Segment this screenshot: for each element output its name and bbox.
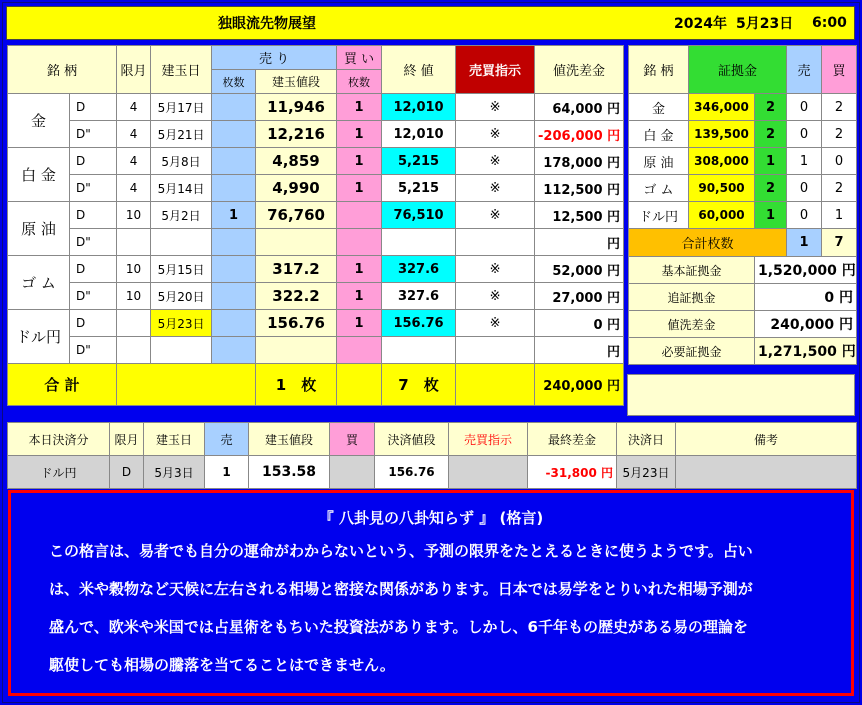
contract-type: D" — [70, 121, 117, 148]
contract-type: D — [70, 256, 117, 283]
entry-date — [151, 229, 212, 256]
margin-sell: 0 — [787, 121, 822, 148]
trade-instruction: ※ — [456, 94, 535, 121]
buy-count: 1 — [337, 121, 382, 148]
buy-count: 1 — [337, 148, 382, 175]
margin-amount: 346,000 — [689, 94, 755, 121]
col-header-buy-count: 枚数 — [337, 70, 382, 94]
margin-total-sell: 1 — [787, 229, 822, 257]
entry-price: 156.76 — [256, 310, 337, 337]
instrument-name: ゴ ム — [8, 256, 70, 310]
contract-month: 4 — [117, 148, 151, 175]
entry-price: 317.2 — [256, 256, 337, 283]
total-spacer3 — [456, 364, 535, 406]
contract-type: D — [70, 94, 117, 121]
buy-count: 1 — [337, 283, 382, 310]
proverb-title: 『 八卦見の八卦知らず 』 (格言) — [318, 509, 544, 527]
valuation-diff: 178,000 円 — [535, 148, 624, 175]
entry-date: 5月14日 — [151, 175, 212, 202]
margin-table — [628, 45, 857, 365]
valuation-diff: 円 — [535, 229, 624, 256]
contract-type: D" — [70, 283, 117, 310]
instrument-name: 金 — [8, 94, 70, 148]
time-label: 6:00 — [812, 15, 847, 31]
margin-header-kai: 買 — [822, 46, 857, 94]
margin-buy: 2 — [822, 175, 857, 202]
title-bar — [6, 6, 855, 40]
settled-cell-i: -31,800 円 — [528, 456, 617, 489]
margin-header-shokokin: 証拠金 — [689, 46, 787, 94]
trade-instruction: ※ — [456, 148, 535, 175]
entry-price: 11,946 — [256, 94, 337, 121]
contract-type: D — [70, 202, 117, 229]
margin-lots: 2 — [755, 94, 787, 121]
contract-month: 10 — [117, 283, 151, 310]
settled-cell-e: 153.58 — [249, 456, 330, 489]
margin-buy: 1 — [822, 202, 857, 229]
total-spacer — [117, 364, 256, 406]
settled-header-i: 最終差金 — [528, 423, 617, 456]
col-header-gengetsu: 限月 — [117, 46, 151, 94]
settled-header-f: 買 — [330, 423, 375, 456]
buy-count: 1 — [337, 175, 382, 202]
valuation-diff: 27,000 円 — [535, 283, 624, 310]
col-header-uri: 売 り — [212, 46, 337, 70]
close-price: 76,510 — [382, 202, 456, 229]
buy-count: 1 — [337, 310, 382, 337]
col-header-meigara: 銘 柄 — [8, 46, 117, 94]
margin-buy: 2 — [822, 94, 857, 121]
col-header-price: 建玉値段 — [256, 70, 337, 94]
settled-cell-f — [330, 456, 375, 489]
buy-count — [337, 337, 382, 364]
margin-total-buy: 7 — [822, 229, 857, 257]
date-label: 5月23日 — [736, 16, 794, 32]
sell-count — [212, 229, 256, 256]
page-title: 独眼流先物展望 — [218, 16, 316, 32]
buy-count — [337, 229, 382, 256]
summary-label: 基本証拠金 — [629, 257, 755, 284]
trade-instruction: ※ — [456, 121, 535, 148]
entry-date: 5月8日 — [151, 148, 212, 175]
sell-count — [212, 337, 256, 364]
summary-value: 1,271,500 円 — [755, 338, 857, 365]
trade-instruction — [456, 337, 535, 364]
valuation-diff: -206,000 円 — [535, 121, 624, 148]
sell-count: 1 — [212, 202, 256, 229]
valuation-diff: 52,000 円 — [535, 256, 624, 283]
total-sell-count: 1 枚 — [256, 364, 337, 406]
settled-header-j: 決済日 — [617, 423, 676, 456]
entry-date — [151, 337, 212, 364]
close-price — [382, 337, 456, 364]
margin-blank-area — [627, 374, 855, 416]
instrument-name: 白 金 — [8, 148, 70, 202]
settled-header-g: 決済値段 — [375, 423, 449, 456]
contract-month: 4 — [117, 121, 151, 148]
contract-month: 10 — [117, 202, 151, 229]
buy-count: 1 — [337, 94, 382, 121]
margin-name: 白 金 — [629, 121, 689, 148]
margin-total-label: 合計枚数 — [629, 229, 787, 257]
entry-date: 5月20日 — [151, 283, 212, 310]
close-price: 12,010 — [382, 94, 456, 121]
close-price: 12,010 — [382, 121, 456, 148]
margin-name: 金 — [629, 94, 689, 121]
sell-count — [212, 310, 256, 337]
valuation-diff: 0 円 — [535, 310, 624, 337]
close-price: 5,215 — [382, 148, 456, 175]
settled-cell-c: 5月3日 — [144, 456, 205, 489]
settled-cell-d: 1 — [205, 456, 249, 489]
trade-instruction: ※ — [456, 202, 535, 229]
margin-lots: 2 — [755, 121, 787, 148]
entry-date: 5月21日 — [151, 121, 212, 148]
sell-count — [212, 148, 256, 175]
contract-type: D — [70, 310, 117, 337]
settled-header-h: 売買指示 — [449, 423, 528, 456]
entry-date: 5月23日 — [151, 310, 212, 337]
contract-type: D" — [70, 337, 117, 364]
instrument-name: 原 油 — [8, 202, 70, 256]
contract-month — [117, 229, 151, 256]
summary-value: 0 円 — [755, 284, 857, 311]
margin-sell: 0 — [787, 175, 822, 202]
entry-price: 4,990 — [256, 175, 337, 202]
entry-date: 5月2日 — [151, 202, 212, 229]
settled-header-e: 建玉値段 — [249, 423, 330, 456]
settled-header-c: 建玉日 — [144, 423, 205, 456]
contract-month: 4 — [117, 175, 151, 202]
buy-count — [337, 202, 382, 229]
proverb-line: 駆使しても相場の騰落を当てることはできません。 — [49, 656, 395, 674]
summary-value: 1,520,000 円 — [755, 257, 857, 284]
close-price: 156.76 — [382, 310, 456, 337]
contract-type: D — [70, 148, 117, 175]
settled-cell-k — [676, 456, 857, 489]
close-price: 5,215 — [382, 175, 456, 202]
margin-amount: 139,500 — [689, 121, 755, 148]
year-label: 2024年 — [674, 16, 727, 32]
margin-sell: 0 — [787, 202, 822, 229]
settled-header-k: 備考 — [676, 423, 857, 456]
entry-price — [256, 229, 337, 256]
settled-header-d: 売 — [205, 423, 249, 456]
proverb-body — [11, 528, 851, 684]
margin-name: 原 油 — [629, 148, 689, 175]
col-header-sell-count: 枚数 — [212, 70, 256, 94]
contract-month: 4 — [117, 94, 151, 121]
settled-cell-h — [449, 456, 528, 489]
valuation-diff: 12,500 円 — [535, 202, 624, 229]
col-header-tategyokubi: 建玉日 — [151, 46, 212, 94]
valuation-diff: 112,500 円 — [535, 175, 624, 202]
entry-price: 4,859 — [256, 148, 337, 175]
margin-buy: 0 — [822, 148, 857, 175]
summary-label: 追証拠金 — [629, 284, 755, 311]
proverb-line: この格言は、易者でも自分の運命がわからないという、予測の限界をたとえるときに使うようです。占い — [49, 542, 753, 560]
settled-cell-g: 156.76 — [375, 456, 449, 489]
instrument-name: ドル円 — [8, 310, 70, 364]
margin-lots: 1 — [755, 202, 787, 229]
margin-header-uri: 売 — [787, 46, 822, 94]
settled-cell-a: ドル円 — [8, 456, 110, 489]
sell-count — [212, 256, 256, 283]
settled-cell-b: D — [110, 456, 144, 489]
trade-instruction: ※ — [456, 256, 535, 283]
buy-count: 1 — [337, 256, 382, 283]
proverb-line: は、米や穀物など天候に左右される相場と密接な関係があります。日本では易学をとりいれた相場予測が — [49, 580, 753, 598]
margin-buy: 2 — [822, 121, 857, 148]
col-header-kai: 買 い — [337, 46, 382, 70]
entry-price — [256, 337, 337, 364]
positions-table — [7, 45, 624, 406]
margin-sell: 0 — [787, 94, 822, 121]
sell-count — [212, 175, 256, 202]
col-header-owarine: 終 値 — [382, 46, 456, 94]
settled-cell-j: 5月23日 — [617, 456, 676, 489]
margin-name: ドル円 — [629, 202, 689, 229]
trade-instruction — [456, 229, 535, 256]
sell-count — [212, 283, 256, 310]
summary-label: 値洗差金 — [629, 311, 755, 338]
settled-table — [7, 422, 857, 489]
total-diff: 240,000 円 — [535, 364, 624, 406]
margin-amount: 90,500 — [689, 175, 755, 202]
proverb-line: 盛んで、欧米や米国では占星術をもちいた投資法があります。しかし、6千年もの歴史がある易の理論を — [49, 618, 748, 636]
valuation-diff: 円 — [535, 337, 624, 364]
entry-price: 12,216 — [256, 121, 337, 148]
margin-header-meigara: 銘 柄 — [629, 46, 689, 94]
col-header-baibai-shiji: 売買指示 — [456, 46, 535, 94]
close-price: 327.6 — [382, 283, 456, 310]
trade-instruction: ※ — [456, 175, 535, 202]
contract-month — [117, 337, 151, 364]
contract-month — [117, 310, 151, 337]
sell-count — [212, 94, 256, 121]
contract-month: 10 — [117, 256, 151, 283]
proverb-box — [8, 490, 854, 696]
contract-type: D" — [70, 229, 117, 256]
close-price: 327.6 — [382, 256, 456, 283]
margin-name: ゴ ム — [629, 175, 689, 202]
total-label: 合 計 — [8, 364, 117, 406]
entry-price: 322.2 — [256, 283, 337, 310]
trade-instruction: ※ — [456, 310, 535, 337]
close-price — [382, 229, 456, 256]
entry-date: 5月15日 — [151, 256, 212, 283]
margin-amount: 60,000 — [689, 202, 755, 229]
margin-lots: 1 — [755, 148, 787, 175]
settled-header-b: 限月 — [110, 423, 144, 456]
col-header-nearai: 値洗差金 — [535, 46, 624, 94]
entry-date: 5月17日 — [151, 94, 212, 121]
trade-instruction: ※ — [456, 283, 535, 310]
summary-label: 必要証拠金 — [629, 338, 755, 365]
contract-type: D" — [70, 175, 117, 202]
margin-lots: 2 — [755, 175, 787, 202]
entry-price: 76,760 — [256, 202, 337, 229]
total-buy-count: 7 枚 — [382, 364, 456, 406]
settled-header-a: 本日決済分 — [8, 423, 110, 456]
valuation-diff: 64,000 円 — [535, 94, 624, 121]
margin-sell: 1 — [787, 148, 822, 175]
sell-count — [212, 121, 256, 148]
margin-amount: 308,000 — [689, 148, 755, 175]
total-spacer2 — [337, 364, 382, 406]
summary-value: 240,000 円 — [755, 311, 857, 338]
